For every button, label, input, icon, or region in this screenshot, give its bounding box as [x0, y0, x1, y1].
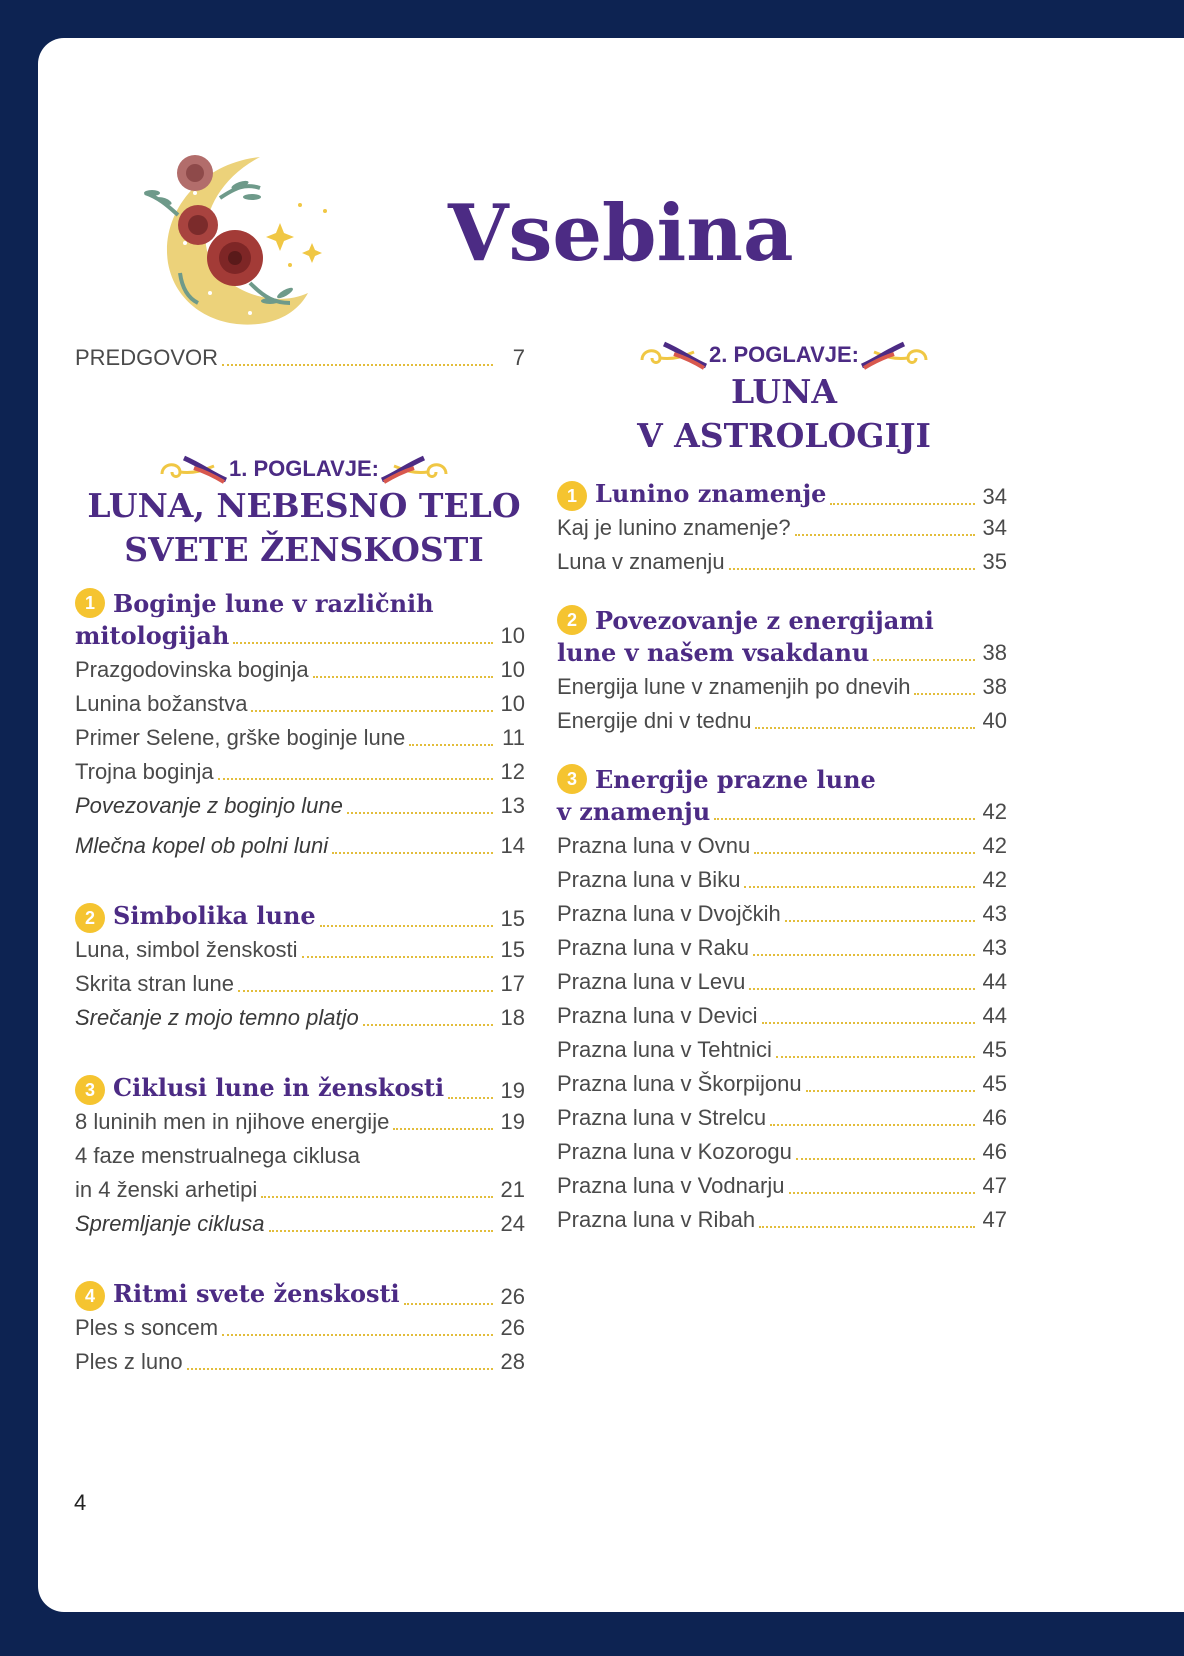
- section-number-badge: 3: [557, 764, 587, 794]
- entry-page-number: 17: [500, 971, 525, 996]
- page-number: 4: [74, 1490, 87, 1515]
- entry-text: Ples s soncem: [75, 1315, 219, 1340]
- entry-page-number: 47: [982, 1207, 1007, 1232]
- dot-leader: [762, 1022, 975, 1024]
- section-number-badge: 2: [557, 605, 587, 635]
- dot-leader: [789, 1192, 975, 1194]
- entry-text: Lunina božanstva: [75, 691, 248, 716]
- toc-entry[interactable]: [75, 1108, 525, 1136]
- dot-leader: [753, 954, 975, 956]
- entry-label: [557, 1172, 787, 1200]
- entry-text: Prazna luna v Devici: [557, 1003, 758, 1028]
- dot-leader: [261, 1196, 492, 1198]
- chapter-title-line: LUNA: [731, 372, 837, 411]
- entry-text: Prazna luna v Levu: [557, 969, 746, 994]
- section-entry[interactable]: [75, 902, 525, 933]
- dot-leader: [744, 886, 974, 888]
- entry-label: [75, 792, 345, 820]
- entry-label: [75, 1074, 446, 1105]
- entry-text: Skrita stran lune: [75, 971, 234, 996]
- section-number-badge: 1: [75, 588, 105, 618]
- dot-leader: [222, 1334, 492, 1336]
- entry-label: [75, 1280, 402, 1311]
- chapter-title-line: V ASTROLOGIJI: [637, 416, 931, 455]
- entry-text: Ritmi svete ženskosti: [113, 1279, 400, 1308]
- entry-label: [75, 1210, 267, 1238]
- entry-text: 8 luninih men in njihove energije: [75, 1109, 390, 1134]
- entry-label: [75, 936, 300, 964]
- section-entry[interactable]: [75, 1074, 525, 1105]
- dot-leader: [914, 693, 974, 695]
- entry-page-number: 24: [500, 1211, 525, 1236]
- dot-leader: [251, 710, 492, 712]
- chapter-title: [64, 484, 544, 572]
- entry-page-number: 10: [500, 623, 525, 648]
- entry-label: [75, 690, 249, 718]
- dot-leader: [238, 990, 493, 992]
- entry-text: Energije prazne lune: [595, 765, 876, 794]
- toc-entry[interactable]: [557, 1206, 1007, 1234]
- dot-leader: [806, 1090, 975, 1092]
- entry-page-number: 45: [982, 1037, 1007, 1062]
- dot-leader: [347, 812, 493, 814]
- entry-label: [75, 1176, 259, 1204]
- entry-text: Kaj je lunino znamenje?: [557, 515, 791, 540]
- entry-text: v znamenju: [557, 797, 711, 826]
- entry-text: Srečanje z mojo temno platjo: [75, 1005, 359, 1030]
- entry-label: [75, 832, 330, 860]
- entry-page-number: 38: [982, 640, 1007, 665]
- entry-text: Simbolika lune: [113, 901, 316, 930]
- dot-leader: [714, 818, 974, 820]
- section-entry[interactable]: [75, 622, 525, 650]
- toc-entry[interactable]: [75, 656, 525, 684]
- entry-label: [75, 1348, 185, 1376]
- chapter-title-line: LUNA, NEBESNO TELO: [87, 486, 521, 525]
- toc-entry[interactable]: [75, 344, 525, 372]
- entry-text: Prazna luna v Kozorogu: [557, 1139, 792, 1164]
- entry-text: Mlečna kopel ob polni luni: [75, 833, 329, 858]
- chapter-title: [574, 370, 994, 458]
- entry-page-number: 26: [500, 1315, 525, 1340]
- dot-leader: [222, 364, 493, 366]
- entry-label: [557, 707, 753, 735]
- section-entry[interactable]: [557, 480, 1007, 511]
- entry-text: Povezovanje z boginjo lune: [75, 793, 343, 818]
- entry-label: [75, 902, 318, 933]
- entry-page-number: 44: [982, 969, 1007, 994]
- section-number-badge: 1: [557, 481, 587, 511]
- entry-text: Energija lune v znamenjih po dnevih: [557, 674, 911, 699]
- chapter-title-line: SVETE ŽENSKOSTI: [124, 530, 484, 569]
- section-number-badge: 2: [75, 903, 105, 933]
- toc-entry[interactable]: [75, 1176, 525, 1204]
- dot-leader: [755, 727, 974, 729]
- toc-entry[interactable]: [75, 1004, 525, 1032]
- entry-text: Ples z luno: [75, 1349, 183, 1374]
- toc-entry[interactable]: [557, 707, 1007, 735]
- toc-entry[interactable]: [75, 936, 525, 964]
- entry-text: Prazgodovinska boginja: [75, 657, 309, 682]
- entry-page-number: 12: [500, 759, 525, 784]
- entry-text: Prazna luna v Ribah: [557, 1207, 756, 1232]
- dot-leader: [313, 676, 493, 678]
- dot-leader: [830, 503, 974, 505]
- entry-text: Prazna luna v Ovnu: [557, 833, 751, 858]
- dot-leader: [302, 956, 493, 958]
- entry-text-line: [557, 764, 876, 794]
- entry-label: [557, 798, 712, 826]
- entry-text: Prazna luna v Strelcu: [557, 1105, 767, 1130]
- toc-entry[interactable]: [557, 832, 1007, 860]
- entry-text: Povezovanje z energijami: [595, 606, 934, 635]
- entry-label: [557, 480, 828, 511]
- toc-entry[interactable]: [557, 1138, 1007, 1166]
- entry-page-number: 42: [982, 833, 1007, 858]
- toc-entry[interactable]: [75, 1210, 525, 1238]
- dot-leader: [233, 642, 492, 644]
- entry-text: PREDGOVOR: [75, 345, 219, 370]
- entry-label: [75, 1314, 220, 1342]
- entry-text-line: [75, 1142, 360, 1170]
- dot-leader: [776, 1056, 975, 1058]
- entry-page-number: 46: [982, 1105, 1007, 1130]
- entry-page-number: 42: [982, 799, 1007, 824]
- entry-page-number: 42: [982, 867, 1007, 892]
- entry-text: in 4 ženski arhetipi: [75, 1177, 258, 1202]
- entry-label: [557, 934, 751, 962]
- entry-label: [557, 1036, 774, 1064]
- toc-entry[interactable]: [75, 690, 525, 718]
- entry-page-number: 13: [500, 793, 525, 818]
- dot-leader: [759, 1226, 974, 1228]
- entry-label: [557, 1104, 768, 1132]
- dot-leader: [795, 534, 975, 536]
- entry-page-number: 34: [982, 483, 1007, 509]
- entry-page-number: 28: [500, 1349, 525, 1374]
- entry-label: [75, 344, 220, 372]
- entry-label: [557, 673, 912, 701]
- entry-text: Spremljanje ciklusa: [75, 1211, 265, 1236]
- entry-text: Energije dni v tednu: [557, 708, 752, 733]
- entry-text: 4 faze menstrualnega ciklusa: [75, 1143, 360, 1168]
- entry-label: [557, 832, 752, 860]
- entry-label: [557, 639, 871, 667]
- entry-page-number: 34: [982, 515, 1007, 540]
- entry-label: [557, 1138, 794, 1166]
- entry-label: [557, 1206, 757, 1234]
- entry-page-number: 18: [500, 1005, 525, 1030]
- toc-entry[interactable]: [557, 1172, 1007, 1200]
- toc-entry[interactable]: [75, 970, 525, 998]
- entry-page-number: 10: [500, 691, 525, 716]
- toc-entry[interactable]: [557, 514, 1007, 542]
- entry-page-number: 43: [982, 935, 1007, 960]
- dot-leader: [770, 1124, 974, 1126]
- entry-text: Trojna boginja: [75, 759, 214, 784]
- entry-page-number: 19: [500, 1109, 525, 1134]
- dot-leader: [269, 1230, 493, 1232]
- section-entry[interactable]: [75, 1280, 525, 1311]
- entry-text-line: [557, 605, 934, 635]
- entry-label: [75, 1004, 361, 1032]
- entry-page-number: 46: [982, 1139, 1007, 1164]
- toc-entry[interactable]: [557, 1036, 1007, 1064]
- dot-leader: [448, 1097, 492, 1099]
- toc-entry[interactable]: [75, 792, 525, 820]
- entry-label: [75, 1108, 391, 1136]
- entry-page-number: 43: [982, 901, 1007, 926]
- section-entry[interactable]: [557, 639, 1007, 667]
- entry-text: Primer Selene, grške boginje lune: [75, 725, 406, 750]
- dot-leader: [785, 920, 975, 922]
- toc-entry[interactable]: [557, 1002, 1007, 1030]
- entry-label: [75, 758, 216, 786]
- entry-page-number: 47: [982, 1173, 1007, 1198]
- toc-entry[interactable]: [557, 934, 1007, 962]
- entry-label: [557, 968, 747, 996]
- entry-page-number: 14: [500, 833, 525, 858]
- entry-label: [557, 1070, 804, 1098]
- entry-label: [557, 548, 727, 576]
- entry-text: lune v našem vsakdanu: [557, 638, 870, 667]
- toc-entry[interactable]: [557, 548, 1007, 576]
- entry-page-number: 21: [500, 1177, 525, 1202]
- table-of-contents: [38, 38, 1184, 1612]
- dot-leader: [409, 744, 493, 746]
- entry-text: Prazna luna v Dvojčkih: [557, 901, 781, 926]
- entry-text: Prazna luna v Vodnarju: [557, 1173, 785, 1198]
- dot-leader: [393, 1128, 492, 1130]
- dot-leader: [187, 1368, 493, 1370]
- entry-page-number: 10: [500, 657, 525, 682]
- dot-leader: [404, 1303, 493, 1305]
- entry-page-number: 15: [500, 905, 525, 931]
- entry-label: [557, 900, 783, 928]
- dot-leader: [749, 988, 974, 990]
- entry-page-number: 38: [982, 674, 1007, 699]
- dot-leader: [873, 659, 974, 661]
- entry-label: [75, 622, 231, 650]
- section-number-badge: 4: [75, 1281, 105, 1311]
- entry-text: Prazna luna v Tehtnici: [557, 1037, 772, 1062]
- chapter-label: 2. POGLAVJE:: [709, 342, 859, 367]
- entry-label: [75, 724, 407, 752]
- dot-leader: [218, 778, 493, 780]
- entry-label: [75, 970, 236, 998]
- toc-entry[interactable]: [557, 1104, 1007, 1132]
- page-title: Vsebina: [448, 188, 794, 279]
- dot-leader: [729, 568, 975, 570]
- toc-entry[interactable]: [557, 866, 1007, 894]
- section-entry[interactable]: [557, 798, 1007, 826]
- entry-page-number: 26: [500, 1283, 525, 1309]
- entry-text: Prazna luna v Biku: [557, 867, 741, 892]
- entry-text: Prazna luna v Raku: [557, 935, 749, 960]
- dot-leader: [754, 852, 974, 854]
- entry-text: Prazna luna v Škorpijonu: [557, 1071, 802, 1096]
- entry-page-number: 19: [500, 1077, 525, 1103]
- entry-page-number: 44: [982, 1003, 1007, 1028]
- entry-label: [557, 514, 793, 542]
- toc-entry[interactable]: [75, 1348, 525, 1376]
- entry-label: [557, 1002, 760, 1030]
- chapter-label: 1. POGLAVJE:: [229, 456, 379, 481]
- dot-leader: [332, 852, 492, 854]
- entry-text: Lunino znamenje: [595, 479, 827, 508]
- toc-entry[interactable]: [557, 900, 1007, 928]
- entry-label: [75, 656, 311, 684]
- toc-entry[interactable]: [75, 832, 525, 860]
- entry-page-number: 45: [982, 1071, 1007, 1096]
- toc-entry[interactable]: [557, 1070, 1007, 1098]
- toc-entry[interactable]: [75, 1314, 525, 1342]
- dot-leader: [320, 925, 493, 927]
- entry-text: Ciklusi lune in ženskosti: [113, 1073, 445, 1102]
- entry-text: Luna, simbol ženskosti: [75, 937, 298, 962]
- section-number-badge: 3: [75, 1075, 105, 1105]
- dot-leader: [796, 1158, 975, 1160]
- toc-entry[interactable]: [557, 673, 1007, 701]
- entry-text: Luna v znamenju: [557, 549, 725, 574]
- entry-text-line: [75, 588, 434, 618]
- entry-page-number: 35: [982, 549, 1007, 574]
- entry-page-number: 40: [982, 708, 1007, 733]
- entry-page-number: 11: [502, 725, 525, 750]
- entry-text: mitologijah: [75, 621, 230, 650]
- entry-label: [557, 866, 742, 894]
- dot-leader: [363, 1024, 493, 1026]
- toc-entry[interactable]: [557, 968, 1007, 996]
- entry-page-number: 15: [500, 937, 525, 962]
- page: [38, 38, 1184, 1612]
- entry-text: Boginje lune v različnih: [113, 589, 434, 618]
- toc-entry[interactable]: [75, 758, 525, 786]
- toc-entry[interactable]: [75, 724, 525, 752]
- entry-page-number: 7: [512, 345, 525, 370]
